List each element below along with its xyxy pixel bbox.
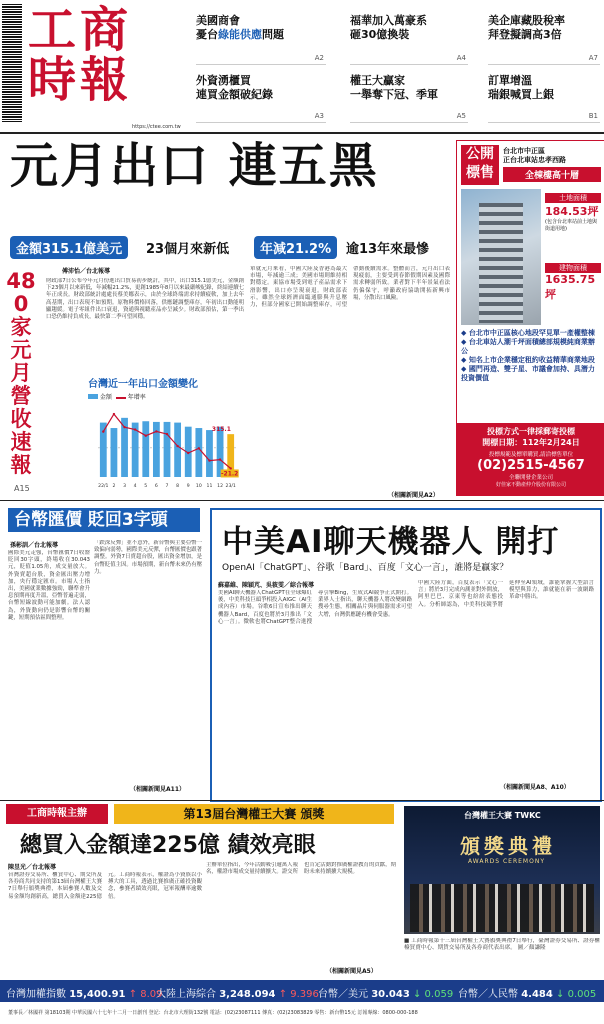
- ticker-item[interactable]: 大陸上海綜合 3,248.094 ↑ 9.396: [156, 989, 319, 1000]
- ad-bldg-value: 1635.75坪: [545, 273, 596, 301]
- site-url[interactable]: https://ctee.com.tw: [132, 124, 181, 130]
- chart-point: [113, 413, 115, 415]
- chart-tick-label: 9: [186, 484, 190, 489]
- award-body: 台灣證券交易所、櫃買中心、期交所及各券商共同支持的第13屆台灣權王大賽7日舉行頒獎典禮，本屆參賽人數及交易金額均創新高，總買入金額達225億元。工商時報表示，權證為小資族以小搏大的工具，透過比賽推廣正確投資觀念，參賽者績效亮眼，冠軍報酬率逾數倍。: [8, 872, 202, 900]
- chart-tick-label: 8: [176, 484, 180, 489]
- ai-headline[interactable]: 中美AI聊天機器人 開打: [222, 524, 560, 560]
- chart-legend: 金額 年增率: [88, 392, 242, 401]
- ad-land-label: 土地面積: [545, 193, 601, 203]
- teaser-b1[interactable]: 訂單增溫 瑞銀喊買上銀 B1: [488, 74, 600, 123]
- chart-bar: [164, 422, 171, 477]
- chart-tick-label: 4: [133, 484, 137, 489]
- award-photo-sub: AWARDS CEREMONY: [468, 858, 545, 865]
- ad-land-value: 184.53坪: [545, 205, 599, 218]
- logo: 工 商 時 報: [28, 2, 129, 108]
- ad-bldg-label: 建物面積: [545, 263, 601, 273]
- ai-body-2: 中國大陸方面，百度表示「文心一言」將於3月完成內測並對外開放，阿里巴巴、京東等也紛紛表態投入。分析師認為，中美科技競爭將延伸至AI領域，誰能掌握大型語言模型與算力，誰就能在新一波網路革命中勝出。: [418, 580, 594, 608]
- fx-headline[interactable]: 台幣匯價 貶回3字頭: [8, 508, 200, 532]
- chart-bar: [195, 428, 202, 477]
- chart-bar: [111, 428, 118, 477]
- ticker-item[interactable]: 台幣／美元 30.043 ↓ 0.059: [318, 989, 454, 1000]
- chart-tick-label: 22/1: [98, 484, 109, 489]
- revenue-flash-page: A15: [14, 484, 30, 493]
- chart-tick-label: 6: [154, 484, 158, 489]
- teaser-a7[interactable]: 美企庫藏股稅率 拜登擬調高3倍 A7: [488, 14, 600, 65]
- chart-tick-label: 7: [165, 484, 169, 489]
- up-arrow-icon: ↑: [278, 989, 288, 1000]
- ad-bullet: ◆ 國門再造、雙子星、市議會加持、具潛力投資價值: [461, 365, 595, 382]
- chart-point: [187, 452, 189, 454]
- teaser-a3[interactable]: 外資湧櫃買 連買金額破紀錄 A3: [196, 74, 326, 123]
- chart-data-label: 315.1: [211, 426, 231, 434]
- ad-tagline: 全棟樓高十層: [503, 167, 601, 182]
- chart-point: [123, 426, 125, 428]
- chart-point: [102, 430, 104, 432]
- chart-point: [134, 428, 136, 430]
- chart-point: [208, 459, 210, 461]
- teaser-a5[interactable]: 權王大贏家 一舉奪下冠、季軍 A5: [350, 74, 468, 123]
- ad-location: 台北市中正區 正台北車站忠孝西路: [503, 147, 566, 164]
- award-photo-people: [410, 884, 594, 932]
- award-body-2: 主辦單位指出，今年活動吸引逾萬人報名，權證市場成交量持續擴大。證交所也肯定活動對推廣權證教育的貢獻，期盼未來持續擴大規模。: [206, 862, 396, 876]
- legend-swatch-line: [116, 397, 126, 399]
- lead-byline: 傅沛怡／台北報導: [62, 268, 111, 275]
- ai-continued[interactable]: （相關新聞見A8、A10）: [500, 784, 570, 791]
- chart-bar: [142, 421, 149, 477]
- ad-bullets: [461, 329, 601, 383]
- award-caption: ■ 工商時報第十三屆台灣權王大賽頒獎典禮7日舉行，臺灣證券交易所、證券櫃檯買賣中心、期貨交易所及各券商代表出席。 圖／顏謙隆: [404, 938, 600, 952]
- ad-bullet: ◆ 台北市中正區核心地段罕見單一產權整棟: [461, 329, 595, 337]
- chart-tick-label: 10: [195, 484, 202, 489]
- chart-point: [229, 467, 231, 469]
- lead-body: 財政部7日公布今年元月份進出口貿易初步統計，其中，出口315.1億美元，金額創下23個月以來新低，年減幅21.2%，更創1985年8月以來最嚴峻紀錄，終結連續七年正成長。財政部統計處處長蔡美娜表示，由於全球終端需求持續疲軟，加上去年高基期，出口表現不如預期。原物料價格回落，供應鏈調整庫存，年初出口動能明顯趨緩。電子零組件出口衰退，資通與視聽產品亦呈減少。財政部預估，第一季出口恐仍維持負成長，最快第二季可望回穩。: [46, 278, 244, 321]
- teaser-a4[interactable]: 福華加入萬豪系 砸30億換裝 A4: [350, 14, 468, 65]
- chart-bar: [174, 423, 181, 477]
- chart-point: [219, 458, 221, 460]
- down-arrow-icon: ↓: [556, 989, 565, 1000]
- ticker-item[interactable]: 台幣／人民幣 4.484 ↓ 0.005: [458, 989, 597, 1000]
- chart-point: [166, 433, 168, 435]
- chart-tick-label: 3: [123, 484, 127, 489]
- ad-land-note: (包含台北車站前土地與街道用地): [545, 219, 597, 232]
- divider: [0, 800, 604, 801]
- revenue-flash-text: 480家元月營收速報: [6, 269, 36, 477]
- ad-building-photo: [461, 189, 541, 325]
- export-chart: [88, 375, 242, 487]
- award-photo-logo: 台灣權王大賽 TWKC: [464, 811, 541, 820]
- fx-continued[interactable]: （相關新聞見A11）: [130, 786, 185, 793]
- divider: [0, 132, 604, 134]
- revenue-flash-box[interactable]: [6, 270, 40, 480]
- camera-icon: ■: [404, 938, 412, 944]
- teaser-a2[interactable]: 美國商會 憂台綠能供應問題 A2: [196, 14, 326, 65]
- ad-bullet: ◆ 台北車站人潮千坪面積總部規模純商業辦公: [461, 338, 595, 355]
- lead-headline[interactable]: 元月出口 連五黑: [10, 138, 379, 194]
- chart-point: [145, 435, 147, 437]
- property-ad[interactable]: [456, 140, 604, 496]
- chart-tick-label: 5: [144, 484, 148, 489]
- award-photo-title: 頒獎典禮: [460, 834, 556, 858]
- chart-data-label: -21.2: [221, 470, 239, 478]
- chart-tick-label: 2: [112, 484, 116, 489]
- chart-point: [198, 447, 200, 449]
- market-ticker: [0, 980, 604, 1002]
- ticker-item[interactable]: 台灣加權指數 15,400.91 ↑ 8.09: [6, 989, 163, 1000]
- award-continued[interactable]: （相關新聞見A5）: [326, 968, 377, 975]
- chart-title: 台灣近一年出口金額變化: [88, 379, 198, 390]
- chart-tick-label: 23/1: [225, 484, 236, 489]
- ai-body: 美國AI聊天機器人ChatGPT在全球爆紅後，中美科技巨頭爭相投入AIGC（AI生成內容）市場。谷歌6日宣布推出聊天機器人Bard，百度也將於3月推出「文心一言」。微軟也將ChatGPT整合進搜尋引擎Bing，生成式AI競爭正式開打。業界人士指出，聊天機器人將改變網路搜尋生態，相關晶片與伺服器需求可望大增，台灣供應鏈有機會受惠。: [218, 590, 412, 625]
- award-photo: [404, 806, 600, 934]
- legend-swatch-bar: [88, 394, 98, 399]
- chart-bar: [206, 430, 213, 477]
- chart-tick-label: 11: [206, 484, 213, 489]
- ad-footer: 投標方式一律採郵寄投標 開標日期：112年2月24日 投標規範及標單購買,請洽標售單位 (02)2515-4567 全聯開發企業公司 好佳家不動產仲介股份有限公司: [457, 423, 604, 495]
- imprint: 董事長／林國祥 第18103期 中華民國六十七年十二月一日創刊 登記：台北市大理街132號 電話：(02)23087111 傳真：(02)23083829 零售：新台幣15元 訂報專線：0800-000-188: [8, 1010, 418, 1016]
- lead-sub-1: 23個月來新低: [146, 242, 230, 257]
- award-brand: 工商時報主辦: [6, 804, 108, 824]
- fx-body: 國際美元走強，台幣匯價7日收盤貶回30字頭，終場收在30.043元，貶值1.05角，成交量放大。外資賣超台股，資金匯出壓力增加，央行穩定匯市。市場人士指出，美國就業數據強勁，聯準會升息預期再度升溫，亞幣普遍走弱，台幣短線波動可能加劇。法人認為，外資動向仍是影響台幣的關鍵，短期預估區間整理。: [8, 550, 90, 621]
- divider: [0, 500, 604, 501]
- chart-tick-label: 12: [217, 484, 224, 489]
- lead-pill-decline: 年減21.2%: [254, 236, 337, 259]
- chart-point: [176, 445, 178, 447]
- up-arrow-icon: ↑: [128, 989, 138, 1000]
- lead-pill-amount: 金額315.1億美元: [10, 236, 128, 259]
- fx-body-2: 「跌深反彈」並不意外，新台幣與主要亞幣一致偏向弱勢，國際美元反彈，台幣匯價也跟著調整。外資7日賣超台股，匯出資金增加，是台幣貶值主因。市場預期，新台幣未來仍有壓力。: [94, 540, 202, 575]
- fx-byline: 孫彬訓／台北報導: [10, 542, 59, 549]
- building-shape: [479, 203, 523, 323]
- ai-deck: OpenAI「ChatGPT」、谷歌「Bard」、百度「文心一言」，誰將是贏家？: [222, 563, 509, 573]
- lead-continued[interactable]: （相關新聞見A2）: [388, 492, 439, 499]
- chart-point: [155, 430, 157, 432]
- lead-body-2: 單就元月來看，中國大陸及香港為最大市場，年減逾三成；美國市場則維持相對穩定。東協市場受到電子產品需求下滑影響，出口亦呈現衰退。財政部表示，雖然全球經濟面臨通膨與升息壓力，但部分國家已開始調整庫存，可望帶動後續需求。整體而言，元月出口表現疲弱，主要受到春節假期因素及國際需求轉弱所致。業者對下半年景氣看法仍偏保守，呼籲政府協助開拓新興市場，分散出口風險。: [250, 266, 450, 309]
- award-byline: 陳昱光／台北報導: [8, 864, 57, 871]
- ai-byline: 蘇嘉維、陳穎芃、吳筱雯／綜合報導: [218, 582, 315, 589]
- ad-badge: 公開 標售: [461, 145, 499, 185]
- masthead: [0, 0, 604, 130]
- award-headline[interactable]: 總買入金額達225億 績效亮眼: [20, 833, 316, 858]
- award-event: 第13屆台灣權王大賽 頒獎: [114, 804, 394, 824]
- ad-bullet: ◆ 知名上市企業穩定租約收益精華商業地段: [461, 356, 595, 364]
- lead-sub-2: 逾13年來最慘: [346, 242, 430, 257]
- chart-bar: [153, 422, 160, 477]
- chart-svg: [88, 401, 242, 489]
- down-arrow-icon: ↓: [412, 989, 422, 1000]
- barcode: [2, 4, 22, 122]
- ad-phone[interactable]: (02)2515-4567: [477, 458, 585, 473]
